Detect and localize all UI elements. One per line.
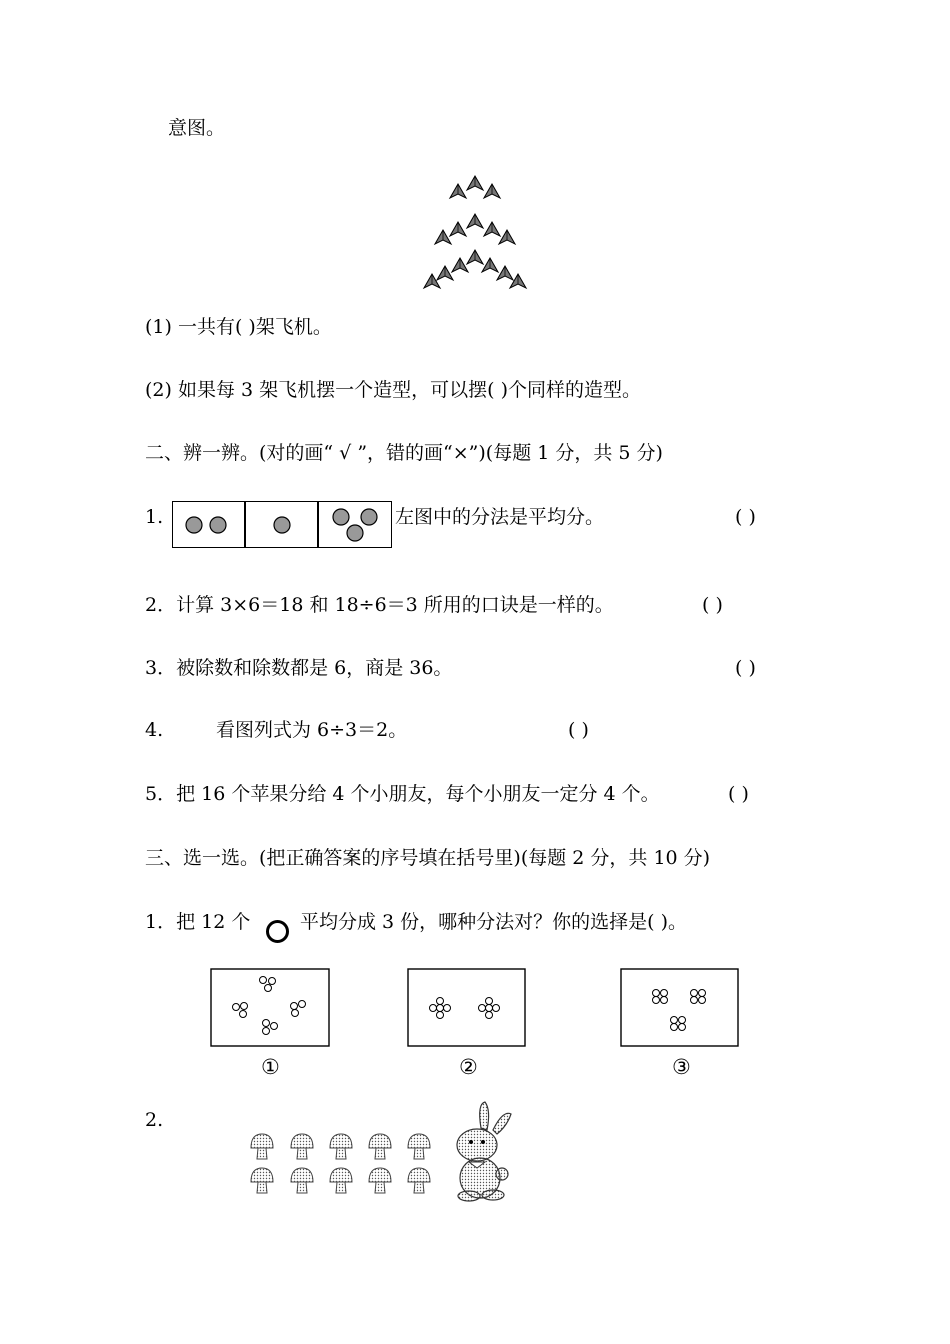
airplane-icon xyxy=(452,258,468,272)
s2-q1-answer-blank[interactable]: ( ) xyxy=(735,506,756,528)
ball-icon xyxy=(333,509,349,525)
s2-q4-number: 4. xyxy=(145,719,164,741)
rabbit-icon xyxy=(457,1102,511,1201)
ring-icon xyxy=(266,920,289,943)
s3-q1-option-figures xyxy=(210,968,740,1050)
airplane-icon xyxy=(467,250,483,264)
airplane-icon xyxy=(467,176,483,190)
s2-q5-text: 5．把 16 个苹果分给 4 个小朋友，每个小朋友一定分 4 个。 xyxy=(145,783,660,805)
airplane-icon xyxy=(450,222,466,236)
s2-q3-text: 3．被除数和除数都是 6，商是 36。 xyxy=(145,657,453,679)
airplane-icon xyxy=(437,266,453,280)
mushrooms-and-rabbit-figure xyxy=(245,1100,525,1205)
airplane-icon xyxy=(497,266,513,280)
s2-q5-answer-blank[interactable]: ( ) xyxy=(728,783,749,805)
airplane-formation-figure xyxy=(410,170,540,295)
s3-q2-number: 2. xyxy=(145,1109,164,1131)
airplane-icon xyxy=(499,230,515,244)
ball-icon xyxy=(274,517,290,533)
airplane-icon xyxy=(467,214,483,228)
dotted-ball-group xyxy=(173,502,391,547)
option-label-2: ② xyxy=(459,1055,478,1079)
airplane-icon xyxy=(510,274,526,288)
airplane-icon xyxy=(482,258,498,272)
s2-q4-answer-blank[interactable]: ( ) xyxy=(568,719,589,741)
s2-q3-answer-blank[interactable]: ( ) xyxy=(735,657,756,679)
s3-q1-suffix: 平均分成 3 份，哪种分法对？你的选择是( )。 xyxy=(300,911,688,933)
s3-q1-prefix: 1．把 12 个 xyxy=(145,911,251,933)
mushroom-icons xyxy=(251,1134,430,1193)
ball-icon xyxy=(361,509,377,525)
section3-title: 三、选一选。(把正确答案的序号填在括号里)(每题 2 分，共 10 分) xyxy=(145,847,711,869)
section2-title: 二、辨一辨。(对的画“ √ ”，错的画“×”)(每题 1 分，共 5 分) xyxy=(145,442,663,464)
airplane-icon xyxy=(484,222,500,236)
s2-q2-text: 2．计算 3×6＝18 和 18÷6＝3 所用的口诀是一样的。 xyxy=(145,594,614,616)
ball-icon xyxy=(210,517,226,533)
airplane-icon xyxy=(424,274,440,288)
option-3-box xyxy=(621,969,738,1046)
s2-q4-text: 看图列式为 6÷3＝2。 xyxy=(216,719,408,741)
s2-q1-number: 1. xyxy=(145,506,164,528)
airplane-icon xyxy=(435,230,451,244)
option-label-3: ③ xyxy=(672,1055,691,1079)
airplane-icon xyxy=(484,184,500,198)
option-label-1: ① xyxy=(261,1055,280,1079)
intro-tail-text: 意图。 xyxy=(168,117,226,139)
planes-subquestion-1: (1) 一共有( )架飞机。 xyxy=(145,316,332,338)
s2-q1-text: 左图中的分法是平均分。 xyxy=(395,506,605,528)
planes-subquestion-2: (2) 如果每 3 架飞机摆一个造型，可以摆( )个同样的造型。 xyxy=(145,379,641,401)
option-2-box xyxy=(408,969,525,1046)
s2-q2-answer-blank[interactable]: ( ) xyxy=(702,594,723,616)
ball-icon xyxy=(347,525,363,541)
s2-q1-division-figure xyxy=(172,501,392,548)
ball-icon xyxy=(186,517,202,533)
airplane-icon xyxy=(450,184,466,198)
